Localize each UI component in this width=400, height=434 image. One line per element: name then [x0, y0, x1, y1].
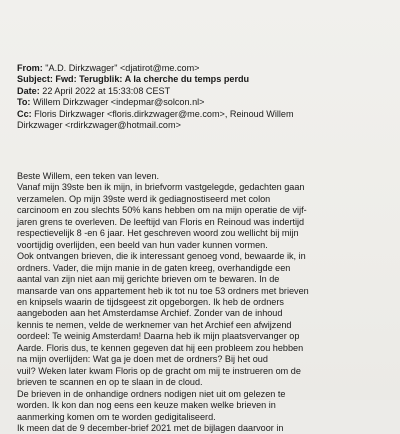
from-line [17, 63, 393, 74]
cc-value-continued: Dirkzwager <rdirkzwager@hotmail.com> [17, 120, 181, 131]
to-value: Willem Dirkzwager <indepmar@solcon.nl> [30, 97, 205, 108]
date-value: 22 April 2022 at 15:33:08 CEST [39, 85, 171, 96]
body-line: voortijdig overlijden, een beeld van hun vader kunnen vormen. [17, 239, 268, 250]
cc-value: Floris Dirkzwager <floris.dirkzwager@me.com>, Reinoud Willem [31, 108, 294, 119]
body-line: ordners. Vader, die mijn manie in de gaten kreeg, overhandigde een [17, 262, 291, 273]
body-line: Vanaf mijn 39ste ben ik mijn, in briefvorm vastgelegde, gedachten gaan [17, 182, 305, 193]
body-line: mansarde van ons appartement heb ik tot nu toe 53 ordners met brieven [17, 285, 309, 296]
body-line: brieven te scannen en op te slaan in de cloud. [17, 377, 203, 388]
body-line: carcinoom en zou slechts 50% kans hebben om na mijn operatie de vijf- [17, 205, 307, 216]
body-line: verzamelen. Op mijn 39ste werd ik gediagnostiseerd met colon [17, 193, 271, 204]
to-label: To: [17, 97, 31, 108]
body-line: Ook ontvangen brieven, die ik interessant genoeg vond, bewaarde ik, in [17, 251, 306, 262]
from-value: "A.D. Dirkzwager" <djatirot@me.com> [42, 63, 200, 73]
date-line [17, 86, 393, 97]
email-body [17, 171, 397, 434]
from-label: From: [17, 63, 43, 73]
body-line: respectievelijk 8 -en 6 jaar. Het geschreven woord zou wellicht bij mijn [17, 228, 299, 239]
body-line: vuil? Weken later kwam Floris op de gracht om mij te instrueren om de [17, 365, 301, 376]
body-line: De brieven in de onhandige ordners nodigen niet uit om gelezen te [17, 388, 286, 399]
body-line: jaren grens te overleven. De leeftijd van Floris en Reinoud was indertijd [17, 216, 305, 227]
body-line: aanmerking komen om te worden gedigitaliseerd. [17, 411, 216, 422]
body-line: worden. Ik kon dan nog eens een keuze maken welke brieven in [17, 400, 276, 411]
body-line: na mijn overlijden: Wat ga je doen met de ordners? Bij het oud [17, 354, 268, 365]
subject-value: Fwd: Terugblik: A la cherche du temps perdu [52, 74, 250, 85]
subject-label: Subject: [17, 74, 53, 85]
cc-label: Cc: [17, 108, 32, 119]
body-line: oordeel: Te weinig Amsterdam! Daarna heb ik mijn plaatsvervanger op [17, 331, 300, 342]
body-line: Ik meen dat de 9 december-brief 2021 met de bijlagen daarvoor in [17, 422, 284, 433]
greeting-line: Beste Willem, een teken van leven. [17, 171, 160, 181]
body-line: en knipsels waarin de tijdsgeest zit opgeborgen. Ik heb de ordners [17, 296, 284, 307]
body-line: kennis te nemen, velde de werknemer van het Archief een afwijzend [17, 319, 292, 330]
body-line: Aarde. Floris dus, te kennen gegeven dat hij een probleem zou hebben [17, 342, 304, 353]
date-label: Date: [17, 85, 40, 96]
body-line: aantal van zijn niet aan mij gerichte brieven om te bewaren. In de [17, 274, 280, 285]
cc-continuation-line [17, 120, 393, 131]
body-line: aangeboden aan het Amsterdamse Archief. Zonder van de inhoud [17, 308, 283, 319]
email-header-block [17, 63, 393, 131]
cc-line [17, 109, 393, 120]
to-line [17, 97, 393, 108]
subject-line [17, 74, 393, 85]
